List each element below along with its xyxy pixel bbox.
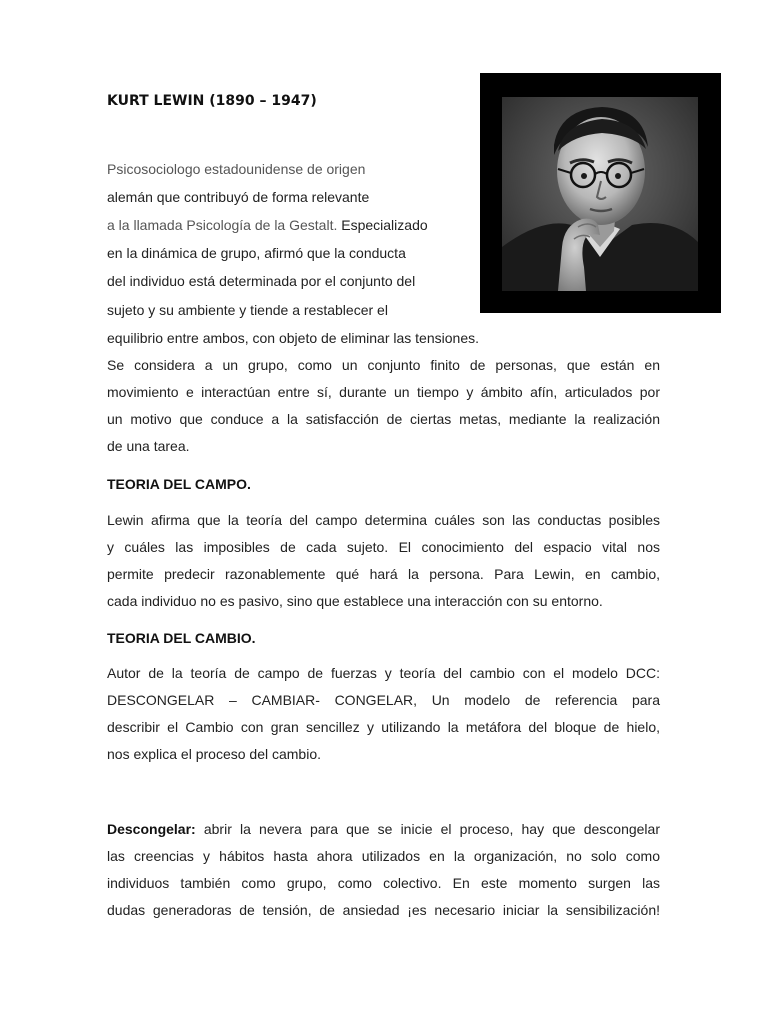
field-theory-heading: TEORIA DEL CAMPO.: [107, 476, 251, 492]
change-line-2: DESCONGELAR – CAMBIAR- CONGELAR, Un modelo de referencia para: [107, 692, 660, 708]
group-line-4: de una tarea.: [107, 438, 190, 454]
intro-line-5: del individuo está determinada por el conjunto del: [107, 273, 416, 289]
unfreeze-line-3: individuos también como grupo, como colectivo. En este momento surgen las: [107, 875, 660, 891]
field-line-4: cada individuo no es pasivo, sino que establece una interacción con su entorno.: [107, 593, 603, 609]
group-paragraph: [107, 352, 660, 460]
change-line-3: describir el Cambio con gran sencillez y utilizando la metáfora del bloque de hielo,: [107, 719, 660, 735]
field-theory-paragraph: [107, 507, 660, 615]
portrait-image: [502, 97, 698, 291]
group-line-1: Se considera a un grupo, como un conjunto finito de personas, que están en: [107, 357, 660, 373]
unfreeze-line-1: [107, 816, 660, 843]
page-title: KURT LEWIN (1890 – 1947): [107, 93, 317, 109]
intro-line-2: alemán que contribuyó de forma relevante: [107, 189, 370, 205]
field-line-3: permite predecir razonablemente qué hará la persona. Para Lewin, en cambio,: [107, 566, 660, 582]
change-theory-paragraph: [107, 660, 660, 768]
intro-line-7: equilibrio entre ambos, con objeto de eliminar las tensiones.: [107, 330, 479, 346]
unfreeze-lead: Descongelar:: [107, 821, 196, 837]
portrait-frame: [480, 73, 721, 313]
change-theory-heading: TEORIA DEL CAMBIO.: [107, 630, 256, 646]
change-line-4: nos explica el proceso del cambio.: [107, 746, 322, 762]
portrait-photo: [502, 97, 698, 291]
unfreeze-line-1-rest: abrir la nevera para que se inicie el proceso, hay que descongelar: [195, 821, 660, 837]
intro-line-4: en la dinámica de grupo, afirmó que la conducta: [107, 245, 406, 261]
group-line-3: un motivo que conduce a la satisfacción de ciertas metas, mediante la realización: [107, 411, 660, 427]
field-line-1: Lewin afirma que la teoría del campo determina cuáles son las conductas posibles: [107, 512, 660, 528]
unfreeze-line-4: dudas generadoras de tensión, de ansiedad ¡es necesario iniciar la sensibilización!: [107, 902, 660, 918]
intro-line-6: sujeto y su ambiente y tiende a restablecer el: [107, 302, 388, 318]
intro-line-3: [107, 217, 428, 233]
field-line-2: y cuáles las imposibles de cada sujeto. El conocimiento del espacio vital nos: [107, 539, 660, 555]
change-line-1: Autor de la teoría de campo de fuerzas y teoría del cambio con el modelo DCC:: [107, 665, 660, 681]
intro-line-1: Psicosociologo estadounidense de origen: [107, 161, 366, 177]
unfreeze-paragraph: [107, 816, 660, 924]
unfreeze-line-2: las creencias y hábitos hasta ahora utilizados en la organización, no solo como: [107, 848, 660, 864]
intro-line-3b: Especializado: [341, 217, 428, 233]
group-line-2: movimiento e interactúan entre sí, durante un tiempo y ámbito afín, articulados por: [107, 384, 660, 400]
intro-line-3a: a la llamada Psicología de la Gestalt.: [107, 217, 338, 233]
